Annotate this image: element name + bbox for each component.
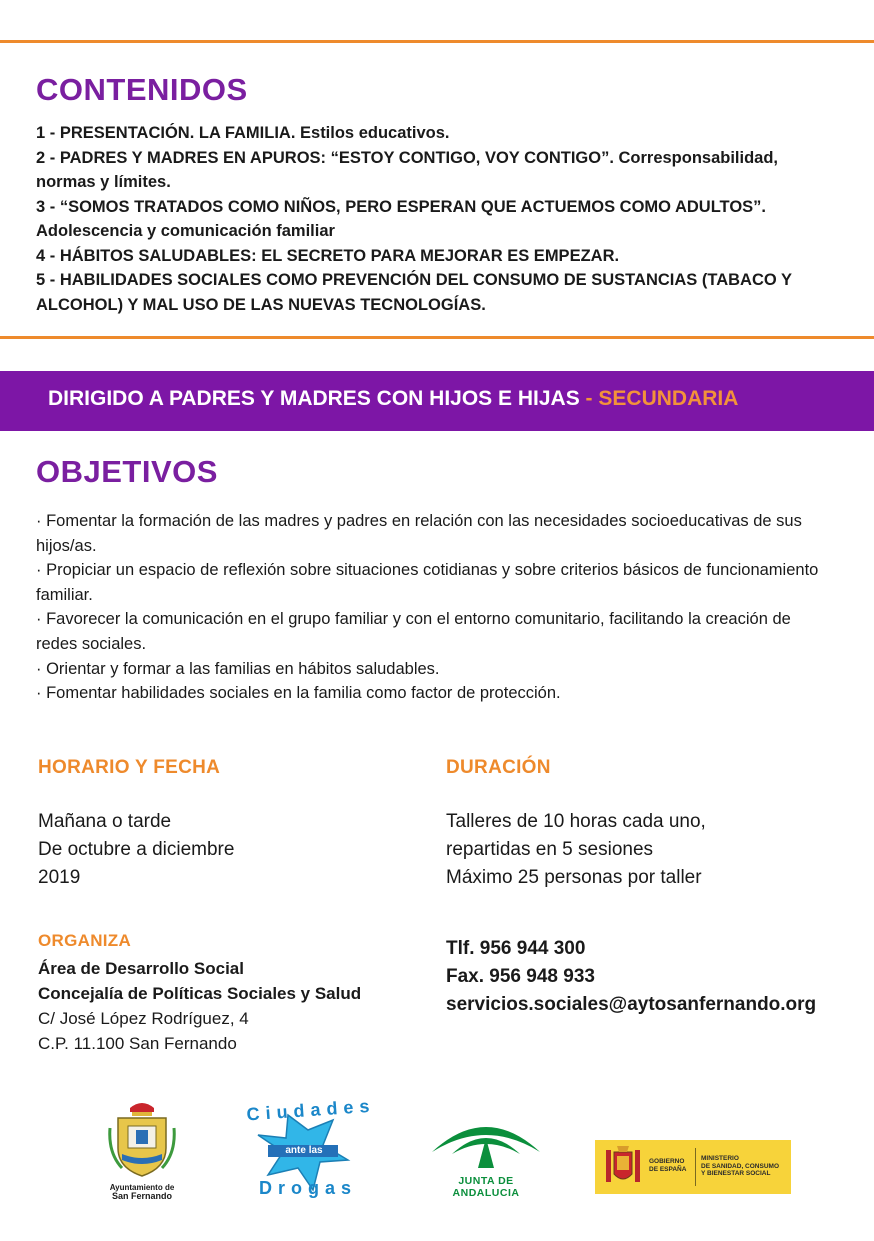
gobierno-line-1: GOBIERNO [649,1158,685,1165]
organiza-postal: C.P. 11.100 San Fernando [38,1034,237,1053]
contenidos-item-1: 1 - PRESENTACIÓN. LA FAMILIA. Estilos educativos. [36,124,450,142]
contact-fax: Fax. 956 948 933 [446,966,595,987]
organiza-details [38,956,361,1056]
banner-text [48,387,738,411]
ayuntamiento-logo [100,1098,184,1208]
objetivos-item-5: · Fomentar habilidades sociales en la familia como factor de protección. [36,684,561,703]
objetivos-item-3: · Favorecer la comunicación en el grupo familiar y con el entorno comunitario, facilitando la creación de redes sociales. [36,610,791,653]
ciudades-logo [228,1090,388,1210]
junta-caption: JUNTA DE ANDALUCIA [452,1175,520,1199]
objetivos-heading: OBJETIVOS [36,454,218,489]
organiza-concejalia: Concejalía de Políticas Sociales y Salud [38,984,362,1003]
duracion-line-1: Talleres de 10 horas cada uno, [446,811,706,832]
ministerio-line-3: Y BIENESTAR SOCIAL [701,1170,771,1177]
organiza-heading: ORGANIZA [38,931,132,950]
duracion-line-3: Máximo 25 personas por taller [446,867,702,888]
ayuntamiento-caption [100,1183,184,1201]
banner-separator: - [579,387,599,410]
contenidos-item-4: 4 - HÁBITOS SALUDABLES: EL SECRETO PARA MEJORAR ES EMPEZAR. [36,246,620,265]
ministerio-line-1: MINISTERIO [701,1155,739,1162]
ayuntamiento-crest-icon [100,1098,184,1178]
contenidos-item-2: 2 - PADRES Y MADRES EN APUROS: “ESTOY CONTIGO, VOY CONTIGO”. Corresponsabilidad, normas y límites. [36,148,779,191]
objetivos-list [36,509,836,706]
contact-email[interactable]: servicios.sociales@aytosanfernando.org [446,994,817,1015]
middle-divider [0,336,874,339]
contact-block [446,935,816,1019]
gobierno-left-text [649,1158,686,1173]
organiza-area: Área de Desarrollo Social [38,959,244,978]
audience-banner [0,371,874,431]
top-divider [0,40,874,43]
duracion-heading: DURACIÓN [446,757,551,778]
duracion-line-2: repartidas en 5 sesiones [446,839,654,860]
gobierno-divider [695,1148,696,1186]
banner-level: SECUNDARIA [598,387,739,410]
organiza-address: C/ José López Rodríguez, 4 [38,1009,249,1028]
duracion-details [446,808,706,892]
contenidos-item-3: 3 - “SOMOS TRATADOS COMO NIÑOS, PERO ESPERAN QUE ACTUEMOS COMO ADULTOS”. Adolescencia y comunicación familiar [36,197,767,240]
objetivos-item-4: · Orientar y formar a las familias en hábitos saludables. [36,659,440,678]
horario-line-2: De octubre a diciembre [38,839,235,860]
ciudades-middle-text: ante las [285,1145,323,1156]
objetivos-item-1: · Fomentar la formación de las madres y padres en relación con las necesidades socioeducativas de sus hijos/as. [36,512,802,555]
ministerio-text [701,1155,779,1178]
ayuntamiento-caption-line-2: San Fernando [111,1191,172,1201]
gobierno-logo [595,1140,791,1194]
junta-logo [424,1108,548,1198]
objetivos-item-2: · Propiciar un espacio de reflexión sobre situaciones cotidianas y sobre criterios básicos de funcionamiento familiar. [36,561,819,604]
contenidos-list [36,121,836,317]
horario-line-3: 2019 [38,867,81,888]
ministerio-line-2: DE SANIDAD, CONSUMO [701,1162,780,1170]
horario-details [38,808,234,892]
horario-heading: HORARIO Y FECHA [38,757,221,778]
junta-emblem-icon [424,1108,548,1170]
ciudades-bottom-text: Drogas [258,1178,357,1198]
gobierno-line-2: DE ESPAÑA [649,1165,687,1173]
banner-audience: DIRIGIDO A PADRES Y MADRES CON HIJOS E HIJAS [48,387,580,410]
spain-coat-of-arms-icon [603,1144,643,1190]
horario-line-1: Mañana o tarde [38,811,172,832]
contenidos-item-5: 5 - HABILIDADES SOCIALES COMO PREVENCIÓN DEL CONSUMO DE SUSTANCIAS (TABACO Y ALCOHOL) Y MAL USO DE LAS NUEVAS TECNOLOGÍAS. [36,271,792,314]
contact-phone[interactable]: Tlf. 956 944 300 [446,938,586,959]
ayuntamiento-caption-line-1: Ayuntamiento de [109,1183,175,1192]
ciudades-top-text: Ciudades [245,1095,377,1125]
contenidos-heading: CONTENIDOS [36,72,248,107]
